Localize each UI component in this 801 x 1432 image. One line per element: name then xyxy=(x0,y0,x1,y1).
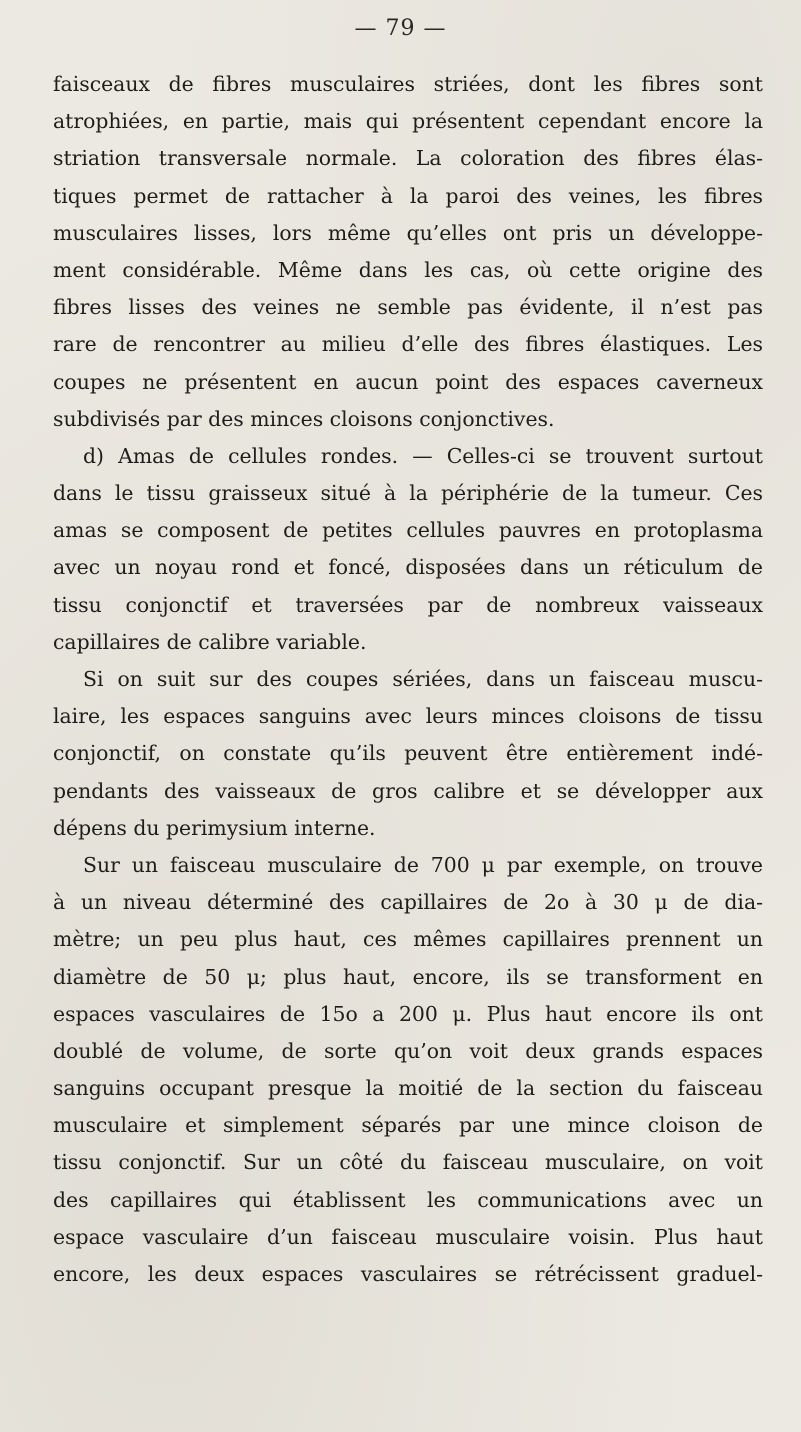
text-line: conjonctif, on constate qu’ils peuvent être entièrement indé- xyxy=(53,741,763,766)
text-line: fibres lisses des veines ne semble pas évidente, il n’est pas xyxy=(53,295,763,320)
text-line: dans le tissu graisseux situé à la périphérie de la tumeur. Ces xyxy=(53,481,763,506)
page-number: — 79 — xyxy=(354,16,447,41)
text-line: avec un noyau rond et foncé, disposées dans un réticulum de xyxy=(53,555,763,580)
text-line: Si on suit sur des coupes sériées, dans un faisceau muscu- xyxy=(83,667,763,691)
text-line: amas se composent de petites cellules pauvres en protoplasma xyxy=(53,518,763,543)
text-line: dépens du perimysium interne. xyxy=(53,815,376,840)
text-line: subdivisés par des minces cloisons conjonctives. xyxy=(53,406,555,431)
text-line: mètre; un peu plus haut, ces mêmes capillaires prennent un xyxy=(53,927,763,952)
text-line: doublé de volume, de sorte qu’on voit deux grands espaces xyxy=(53,1038,763,1063)
text-line: encore, les deux espaces vasculaires se rétrécissent graduel- xyxy=(53,1262,763,1286)
text-line: Sur un faisceau musculaire de 700 μ par exemple, on trouve xyxy=(83,852,763,877)
text-line: striation transversale normale. La coloration des fibres élas- xyxy=(53,146,763,171)
body-text xyxy=(53,66,763,1293)
text-line: à un niveau déterminé des capillaires de 2o à 30 μ de dia- xyxy=(53,890,763,915)
text-line: espaces vasculaires de 15o a 200 μ. Plus haut encore ils ont xyxy=(53,1001,763,1026)
text-line: rare de rencontrer au milieu d’elle des fibres élastiques. Les xyxy=(53,332,763,357)
text-line: tissu conjonctif. Sur un côté du faisceau musculaire, on voit xyxy=(53,1150,763,1175)
text-line: espace vasculaire d’un faisceau musculaire voisin. Plus haut xyxy=(53,1224,763,1249)
text-line: capillaires de calibre variable. xyxy=(53,629,367,654)
text-line: des capillaires qui établissent les communications avec un xyxy=(53,1187,763,1212)
text-line: faisceaux de fibres musculaires striées, dont les fibres sont xyxy=(53,72,763,96)
text-line: coupes ne présentent en aucun point des espaces caverneux xyxy=(53,369,763,394)
text-line: laire, les espaces sanguins avec leurs minces cloisons de tissu xyxy=(53,704,763,729)
text-line: atrophiées, en partie, mais qui présentent cependant encore la xyxy=(53,109,763,134)
text-line: musculaires lisses, lors même qu’elles ont pris un développe- xyxy=(53,220,763,245)
text-line: diamètre de 50 μ; plus haut, encore, ils se transforment en xyxy=(53,964,763,989)
text-line: d) Amas de cellules rondes. — Celles-ci se trouvent surtout xyxy=(83,443,763,468)
text-line: sanguins occupant presque la moitié de la section du faisceau xyxy=(53,1076,763,1101)
text-line: tiques permet de rattacher à la paroi des veines, les fibres xyxy=(53,183,763,208)
text-line: ment considérable. Même dans les cas, où cette origine des xyxy=(53,257,763,282)
text-line: pendants des vaisseaux de gros calibre et se développer aux xyxy=(53,778,763,803)
text-line: musculaire et simplement séparés par une mince cloison de xyxy=(53,1113,763,1138)
text-line: tissu conjonctif et traversées par de nombreux vaisseaux xyxy=(53,592,763,617)
